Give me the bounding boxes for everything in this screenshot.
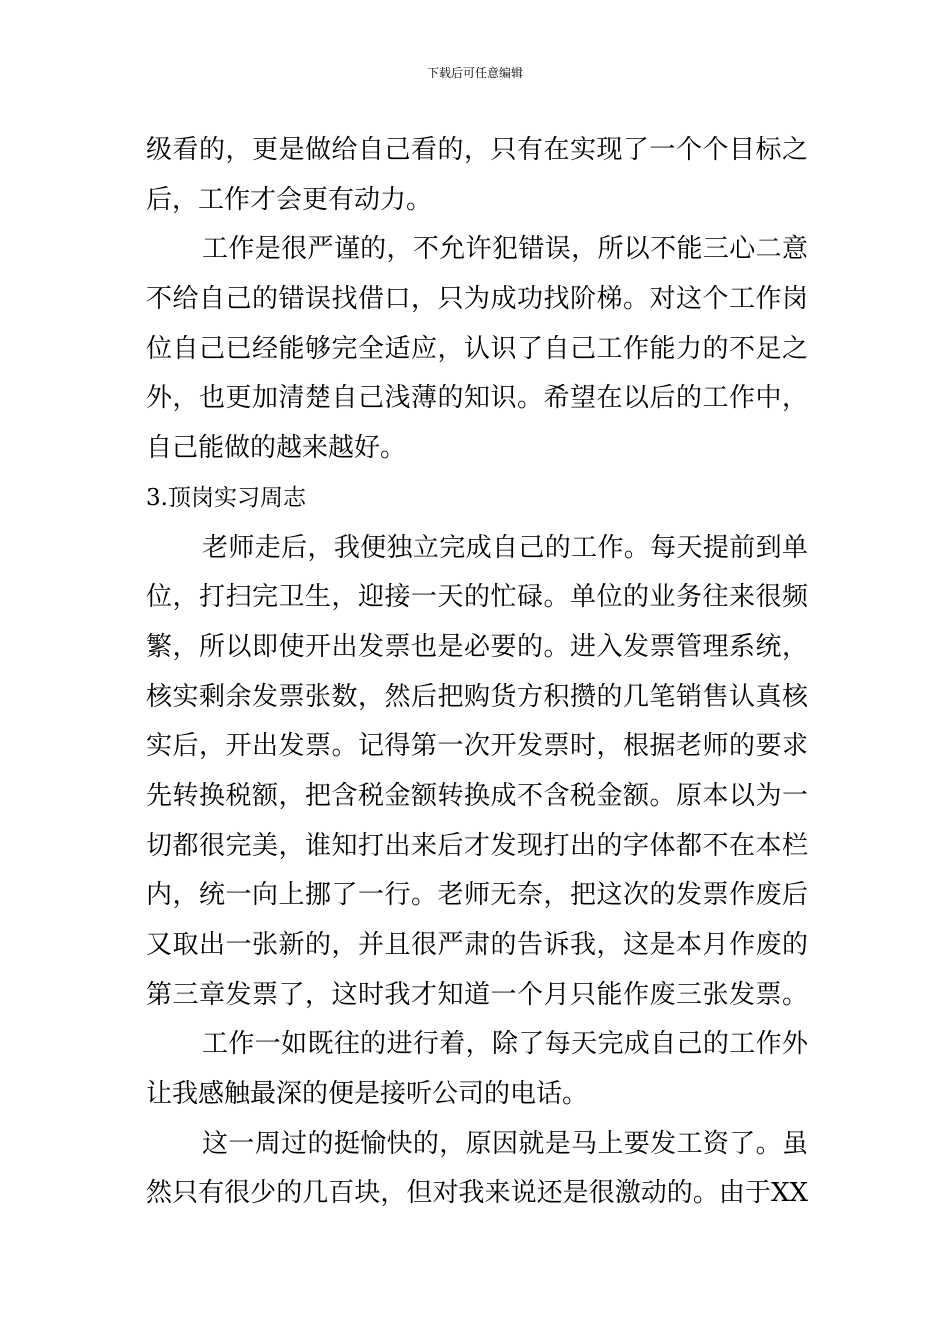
text-line: 切都很完美，谁知打出来后才发现打出的字体都不在本栏: [146, 830, 808, 861]
text-line: 外，也更加清楚自己浅薄的知识。希望在以后的工作中，: [146, 383, 808, 414]
text-line: 后，工作才会更有动力。: [146, 184, 433, 215]
text-line: 自己能做的越来越好。: [146, 433, 407, 464]
text-line: 级看的，更是做给自己看的，只有在实现了一个个目标之: [146, 135, 808, 165]
page-header-note: 下载后可任意编辑: [426, 66, 523, 80]
text-line: 繁，所以即使开出发票也是必要的。进入发票管理系统，: [146, 631, 808, 662]
text-line: 让我感触最深的便是接听公司的电话。: [146, 1079, 589, 1110]
text-line: 工作是很严谨的，不允许犯错误，所以不能三心二意: [202, 234, 808, 265]
text-line: 内，统一向上挪了一行。老师无奈，把这次的发票作废后: [146, 880, 808, 911]
text-line: 老师走后，我便独立完成自己的工作。每天提前到单: [202, 532, 808, 563]
text-line: 又取出一张新的，并且很严肃的告诉我，这是本月作废的: [146, 930, 808, 960]
text-line: 不给自己的错误找借口，只为成功找阶梯。对这个工作岗: [146, 284, 808, 315]
text-line: 位，打扫完卫生，迎接一天的忙碌。单位的业务往来很频: [146, 582, 808, 613]
text-line: 工作一如既往的进行着，除了每天完成自己的工作外: [202, 1029, 808, 1060]
text-line: 核实剩余发票张数，然后把购货方积攒的几笔销售认真核: [146, 681, 808, 712]
text-line: 先转换税额，把含税金额转换成不含税金额。原本以为一: [146, 780, 808, 811]
text-line: 这一周过的挺愉快的，原因就是马上要发工资了。虽: [202, 1128, 808, 1159]
text-line: 实后，开出发票。记得第一次开发票时，根据老师的要求: [146, 731, 808, 762]
text-line: 第三章发票了，这时我才知道一个月只能作废三张发票。: [146, 979, 808, 1010]
document-body: [146, 126, 808, 1219]
text-line: 位自己已经能够完全适应，认识了自己工作能力的不足之: [146, 333, 808, 364]
text-line: 然只有很少的几百块，但对我来说还是很激动的。由于XX: [146, 1178, 808, 1209]
section-heading: 3.顶岗实习周志: [146, 484, 306, 511]
